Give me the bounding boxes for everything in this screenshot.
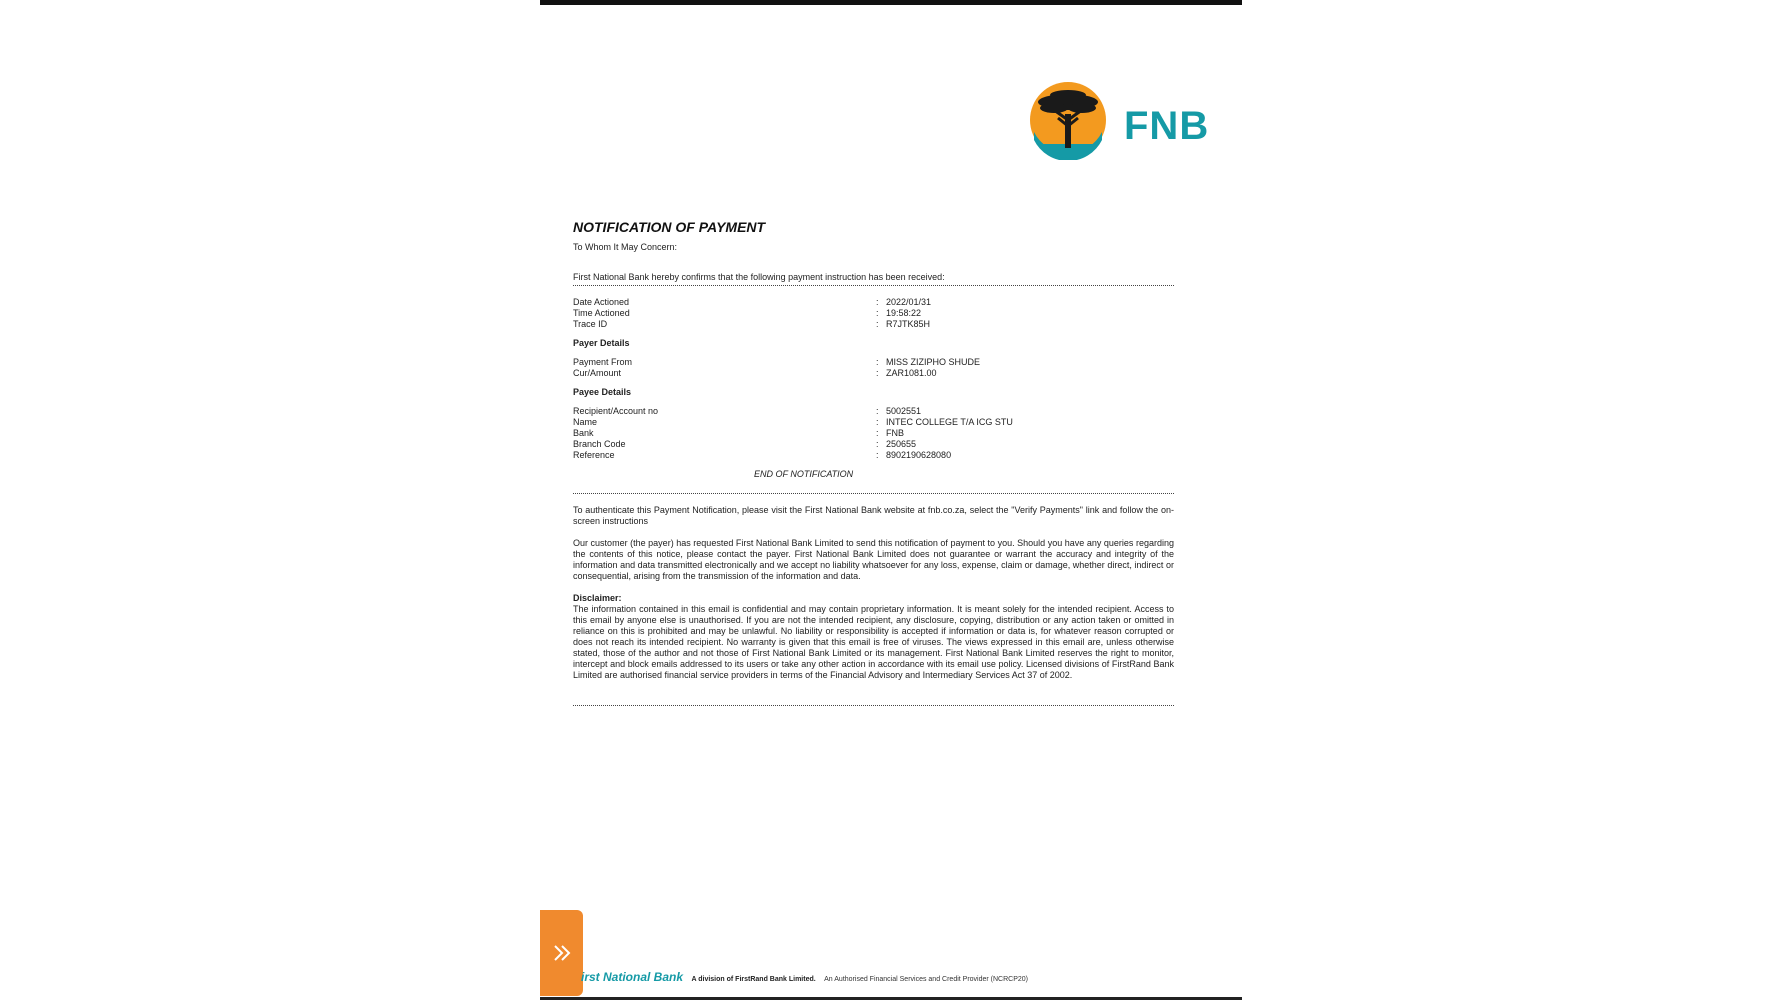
account-value: 5002551: [886, 406, 922, 416]
colon: :: [876, 417, 879, 427]
amount-value: ZAR1081.00: [886, 368, 937, 378]
payee-details-heading: Payee Details: [573, 387, 632, 397]
page-title: NOTIFICATION OF PAYMENT: [573, 219, 766, 235]
acacia-tree-sun-icon: [1028, 80, 1108, 160]
customer-note: Our customer (the payer) has requested First National Bank Limited to send this notification of payment to you. Should you have any queries regarding the contents of this notice, please contact the payer. First National Bank Limited does not guarantee or warrant the accuracy and integrity of the information and data transmitted electronically and we accept no liability whatsoever for any loss, expense, claim or damage, whether direct, indirect or consequential, arising from the transmission of the information and data.: [573, 538, 1174, 581]
branch-code-row: [573, 439, 1174, 450]
fnb-wordmark: FNB: [1124, 104, 1210, 148]
colon: :: [876, 428, 879, 438]
colon: :: [876, 308, 879, 318]
colon: :: [876, 450, 879, 460]
time-actioned-row: [573, 308, 1174, 319]
bank-label: Bank: [573, 428, 594, 438]
colon: :: [876, 357, 879, 367]
trace-id-label: Trace ID: [573, 319, 608, 329]
payment-from-row: [573, 357, 1174, 368]
account-label: Recipient/Account no: [573, 406, 659, 416]
next-page-button[interactable]: [540, 910, 583, 996]
footer: [581, 968, 1028, 986]
colon: :: [876, 297, 879, 307]
trace-id-value: R7JTK85H: [886, 319, 931, 329]
authenticate-text: To authenticate this Payment Notification, please visit the First National Bank website at fnb.co.za, select the "Verify Payments" link and follow the on-screen instructions: [573, 505, 1174, 526]
branch-code-label: Branch Code: [573, 439, 626, 449]
date-actioned-label: Date Actioned: [573, 297, 630, 307]
page-top-border: [540, 0, 1242, 5]
name-row: [573, 417, 1174, 428]
branch-code-value: 250655: [886, 439, 917, 449]
colon: :: [876, 319, 879, 329]
name-value: INTEC COLLEGE T/A ICG STU: [886, 417, 1013, 427]
reference-label: Reference: [573, 450, 615, 460]
bank-value: FNB: [886, 428, 904, 438]
name-label: Name: [573, 417, 598, 427]
colon: :: [876, 368, 879, 378]
date-actioned-value: 2022/01/31: [886, 297, 932, 307]
fnb-logo: [1028, 80, 1208, 164]
disclaimer-heading: Disclaimer:: [573, 593, 622, 603]
colon: :: [876, 439, 879, 449]
end-of-notification: END OF NOTIFICATION: [754, 469, 854, 479]
colon: :: [876, 406, 879, 416]
bank-row: [573, 428, 1174, 439]
account-row: [573, 406, 1174, 417]
amount-label: Cur/Amount: [573, 368, 622, 378]
trace-id-row: [573, 319, 1174, 330]
divider: [573, 705, 1174, 706]
time-actioned-label: Time Actioned: [573, 308, 630, 318]
document-page: [540, 0, 1242, 1000]
reference-row: [573, 450, 1174, 461]
payment-from-value: MISS ZIZIPHO SHUDE: [886, 357, 981, 367]
footer-authorised: An Authorised Financial Services and Credit Provider (NCRCP20): [824, 976, 1029, 983]
notification-body: [573, 218, 1174, 706]
footer-brand: irst National Bank: [581, 970, 684, 984]
reference-value: 8902190628080: [886, 450, 952, 460]
payer-details-heading: Payer Details: [573, 338, 630, 348]
disclaimer-text: The information contained in this email is confidential and may contain proprietary information. It is meant solely for the intended recipient. Access to this email by anyone else is unauthorised. If you are not the intended recipient, any disclosure, copying, distribution or any action taken or omitted in reliance on this is prohibited and may be unlawful. No liability or responsibility is accepted if information or data is, for whatever reason corrupted or does not reach its intended recipient. No warranty is given that this email is free of viruses. The views expressed in this email are, unless otherwise stated, those of the author and not those of First National Bank Limited or its management. First National Bank Limited reserves the right to monitor, intercept and block emails addressed to its users or take any other action in accordance with its email use policy. Licensed divisions of FirstRand Bank Limited are authorised financial service providers in terms of the Financial Advisory and Intermediary Services Act 37 of 2002.: [573, 604, 1174, 680]
amount-row: [573, 368, 1174, 379]
intro-text: First National Bank hereby confirms that the following payment instruction has been received:: [573, 272, 945, 282]
salutation: To Whom It May Concern:: [573, 242, 678, 252]
time-actioned-value: 19:58:22: [886, 308, 922, 318]
payment-from-label: Payment From: [573, 357, 633, 367]
date-actioned-row: [573, 297, 1174, 308]
footer-division: A division of FirstRand Bank Limited.: [691, 976, 816, 983]
double-chevron-right-icon: [551, 942, 573, 964]
